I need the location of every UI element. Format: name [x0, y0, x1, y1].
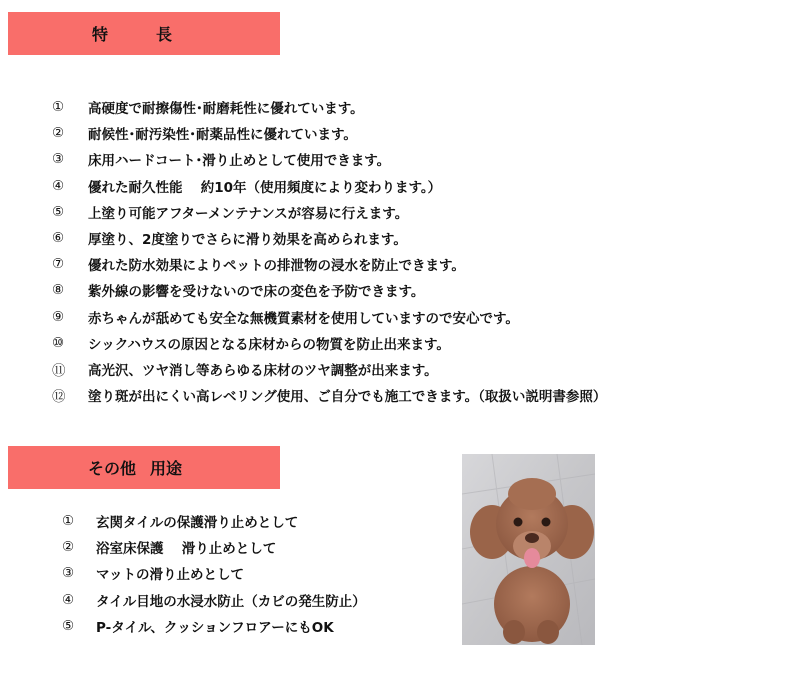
- feature-number: ⑪: [52, 362, 66, 379]
- use-text: P-タイル、クッションフロアーにもOK: [96, 619, 334, 636]
- feature-item: [52, 382, 606, 408]
- feature-text: 上塗り可能アフターメンテナンスが容易に行えます。: [88, 205, 409, 222]
- feature-number: ②: [52, 125, 65, 142]
- feature-item: [52, 251, 606, 277]
- uses-title-word-2: 用途: [150, 459, 183, 478]
- feature-text: 塗り斑が出にくい高レベリング使用、ご自分でも施工できます。（取扱い説明書参照）: [88, 389, 607, 406]
- feature-item: [52, 120, 606, 146]
- feature-number: ⑥: [52, 230, 65, 247]
- use-text: 浴室床保護 滑り止めとして: [96, 541, 277, 558]
- feature-text: 耐候性･耐汚染性･耐薬品性に優れています。: [88, 127, 357, 144]
- use-number: ③: [62, 565, 75, 582]
- poodle-illustration: [462, 454, 595, 645]
- features-title-char-1: 特: [92, 25, 109, 44]
- use-text: 玄関タイルの保護滑り止めとして: [96, 515, 299, 532]
- feature-text: 赤ちゃんが舐めても安全な無機質素材を使用していますので安心です。: [88, 310, 519, 327]
- use-item: [62, 508, 366, 534]
- feature-number: ⑩: [52, 334, 65, 351]
- use-item: [62, 534, 366, 560]
- feature-text: 高光沢、ツヤ消し等あらゆる床材のツヤ調整が出来ます。: [88, 362, 438, 379]
- use-item: [62, 560, 366, 586]
- feature-number: ③: [52, 151, 65, 168]
- feature-text: 高硬度で耐擦傷性･耐磨耗性に優れています。: [88, 101, 364, 118]
- feature-number: ⑦: [52, 256, 65, 273]
- use-text: タイル目地の水浸水防止（カビの発生防止）: [96, 593, 366, 610]
- feature-text: 厚塗り、2度塗りでさらに滑り効果を高められます。: [88, 232, 407, 249]
- feature-number: ⑧: [52, 282, 65, 299]
- feature-item: [52, 173, 606, 199]
- feature-item: [52, 94, 606, 120]
- use-number: ④: [62, 591, 75, 608]
- feature-item: [52, 225, 606, 251]
- feature-item: [52, 277, 606, 303]
- feature-item: [52, 146, 606, 172]
- feature-number: ①: [52, 99, 65, 116]
- use-text: マットの滑り止めとして: [96, 567, 244, 584]
- feature-number: ⑨: [52, 308, 65, 325]
- features-list: [52, 94, 606, 408]
- use-number: ⑤: [62, 617, 75, 634]
- feature-number: ④: [52, 177, 65, 194]
- feature-item: [52, 330, 606, 356]
- feature-item: [52, 304, 606, 330]
- feature-text: 優れた防水効果によりペットの排泄物の浸水を防止できます。: [88, 258, 465, 275]
- feature-number: ⑫: [52, 389, 66, 406]
- feature-text: 優れた耐久性能 約10年（使用頻度により変わります。）: [88, 179, 442, 196]
- other-uses-section-header: [8, 446, 280, 489]
- use-item: [62, 613, 366, 639]
- features-title-char-2: 長: [156, 25, 173, 44]
- feature-item: [52, 199, 606, 225]
- feature-text: 床用ハードコート･滑り止めとして使用できます。: [88, 153, 391, 170]
- uses-title-word-1: その他: [88, 459, 137, 478]
- feature-item: [52, 356, 606, 382]
- other-uses-list: [62, 508, 366, 639]
- dog-photo: [462, 454, 595, 645]
- use-number: ①: [62, 513, 75, 530]
- feature-text: シックハウスの原因となる床材からの物質を防止出来ます。: [88, 336, 450, 353]
- feature-number: ⑤: [52, 203, 65, 220]
- features-section-header: [8, 12, 280, 55]
- feature-text: 紫外線の影響を受けないので床の変色を予防できます。: [88, 284, 425, 301]
- use-item: [62, 587, 366, 613]
- use-number: ②: [62, 539, 75, 556]
